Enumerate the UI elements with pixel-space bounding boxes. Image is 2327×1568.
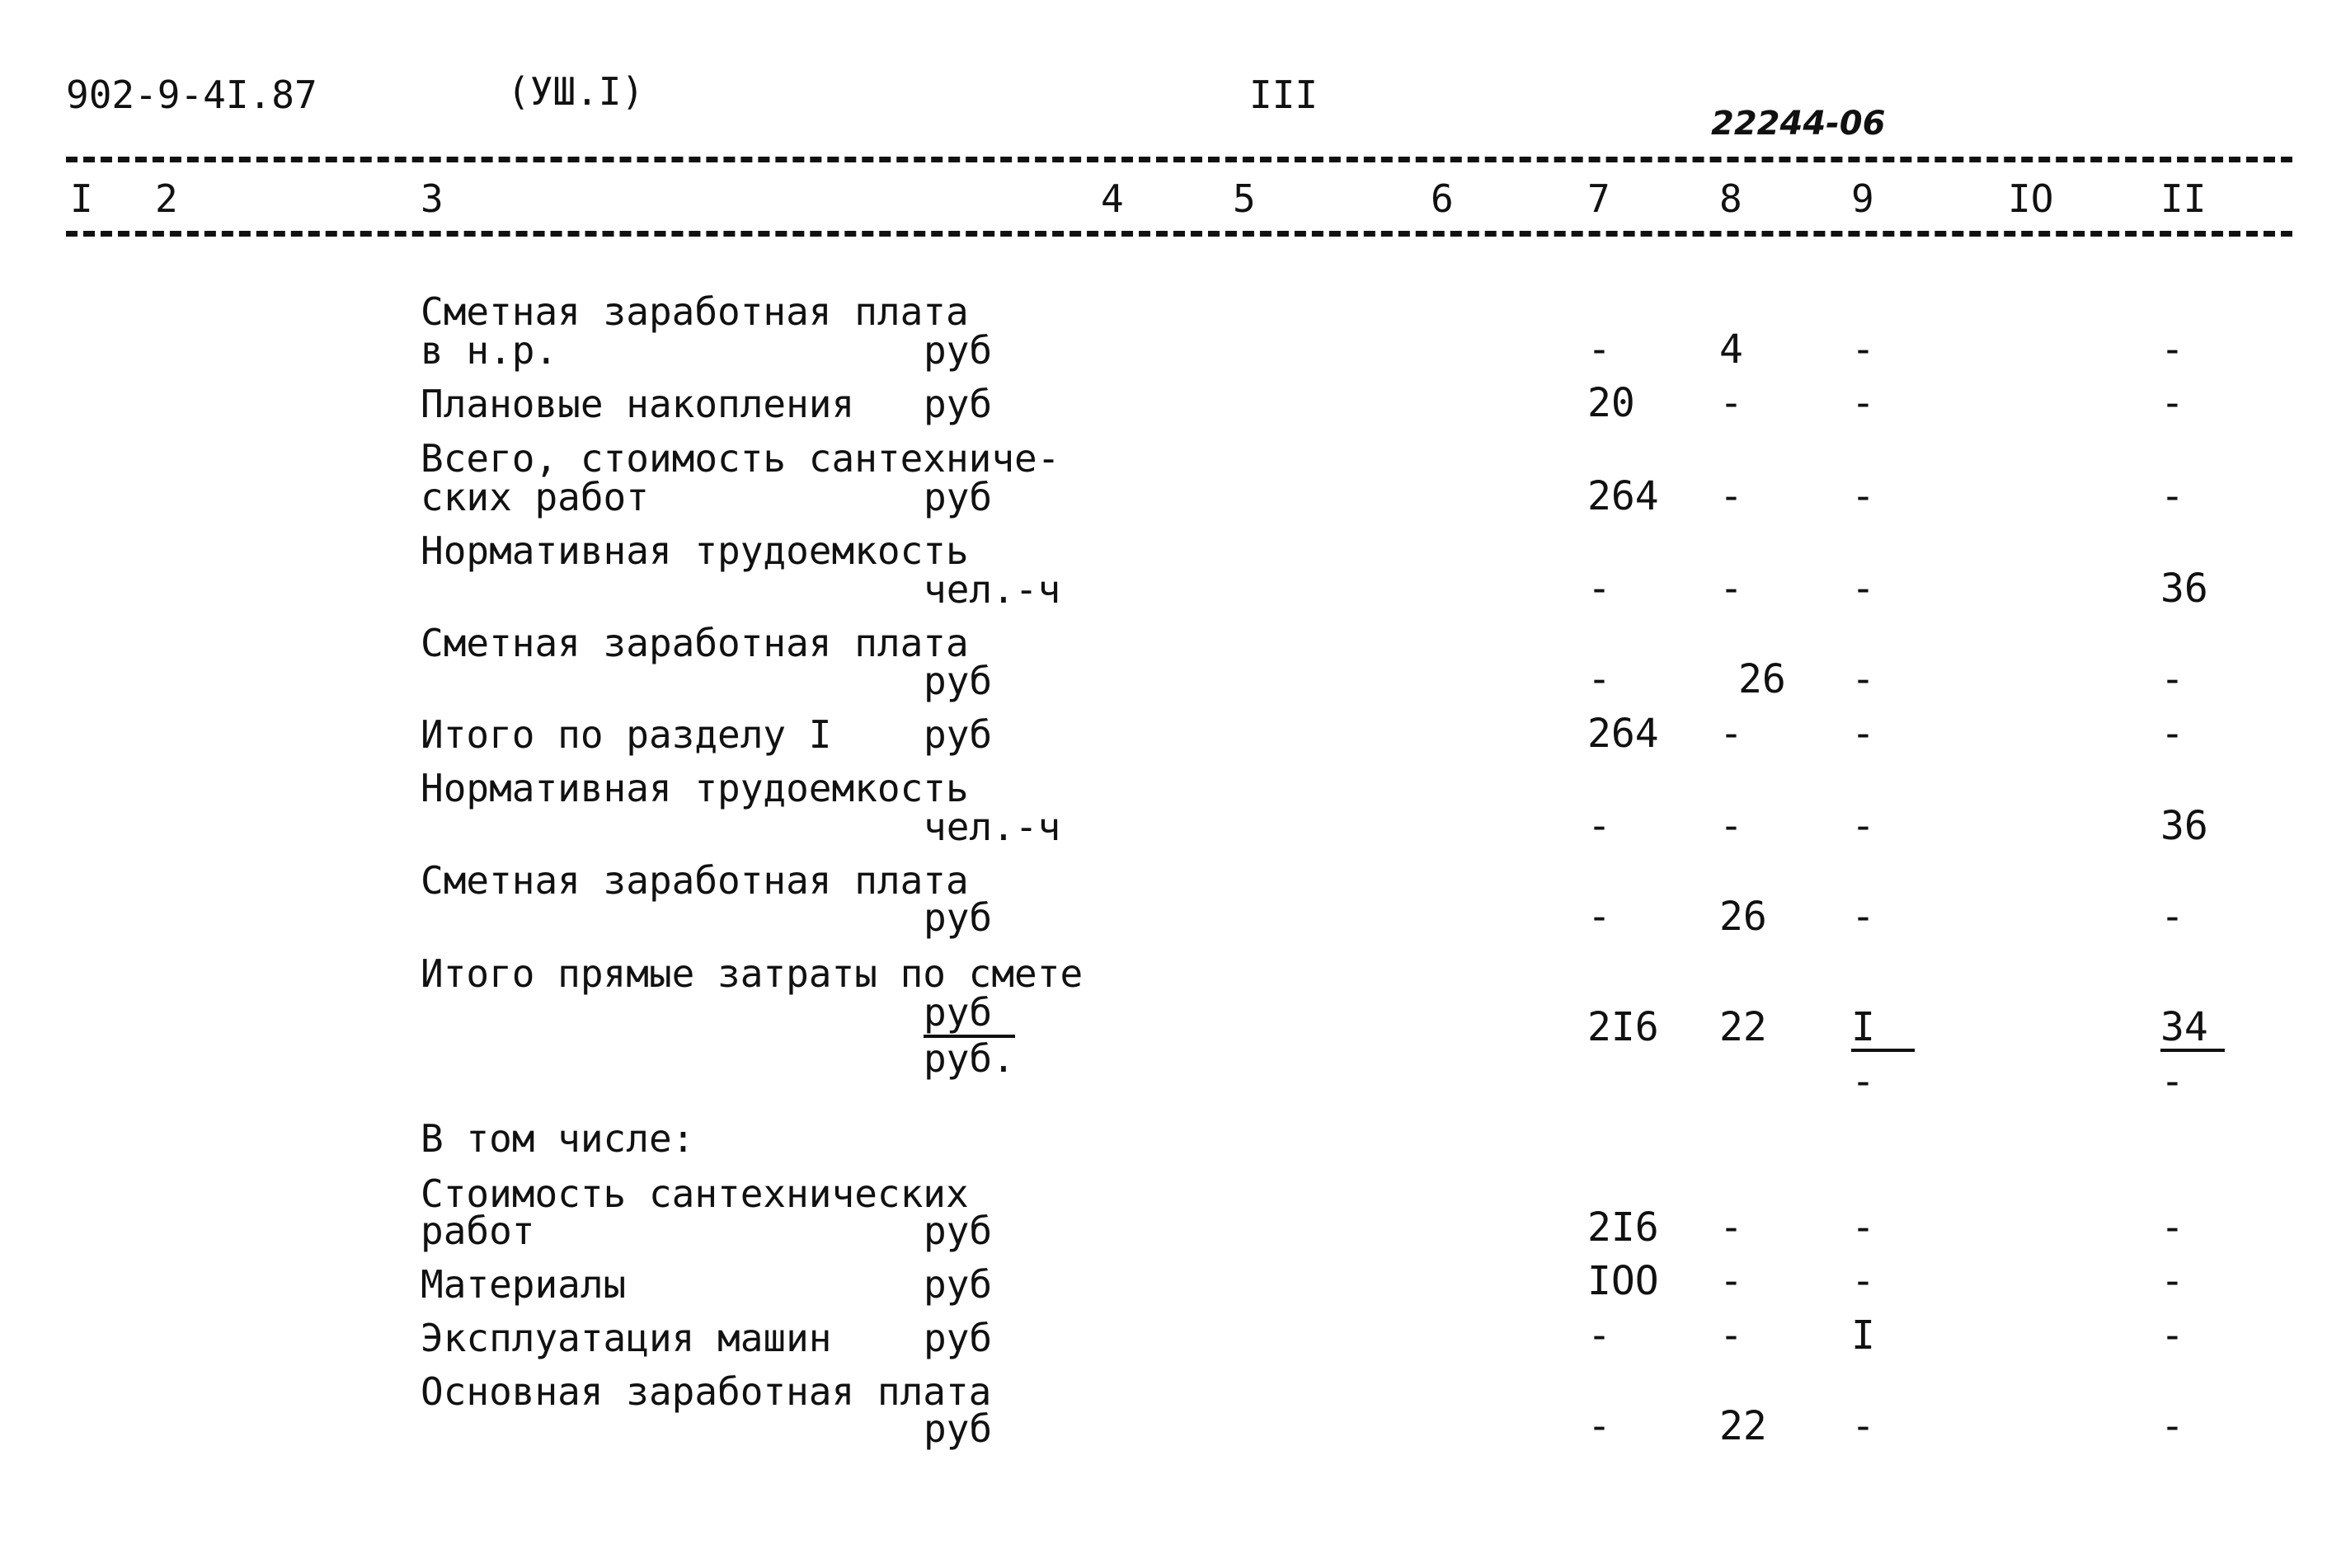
handwritten-reference: 22244-06 [1711, 105, 1886, 143]
cell-col9: - [1851, 656, 1875, 702]
col-header-10: IO [2008, 176, 2054, 221]
cell-col8: 26 [1719, 894, 1767, 940]
header-bottom-rule [66, 231, 2292, 237]
col-header-3: 3 [421, 176, 444, 221]
row-label: Стоимость сантехнических [421, 1171, 969, 1216]
row-unit: руб [924, 659, 993, 703]
col-header-9: 9 [1851, 176, 1874, 221]
cell-col7: - [1587, 803, 1611, 849]
row-unit: руб [924, 990, 993, 1035]
cell-col9: - [1851, 326, 1875, 373]
cell-col9: - [1851, 473, 1875, 519]
col-header-11: II [2160, 176, 2207, 221]
cell-col11: 34 [2160, 1007, 2225, 1052]
subheading-including: В том числе: [421, 1116, 695, 1161]
cell-col7: - [1587, 326, 1611, 373]
page-number: III [1249, 73, 1319, 117]
row-unit: руб [924, 1316, 993, 1360]
cell-col7: - [1587, 566, 1611, 612]
cell-col11-denominator: - [2160, 1059, 2184, 1105]
cell-col7: 264 [1587, 473, 1659, 519]
row-unit: руб [924, 328, 993, 373]
cell-col8: 22 [1719, 1004, 1767, 1050]
row-label: Сметная заработная плата [421, 858, 969, 903]
cell-col7: IOO [1587, 1258, 1659, 1304]
cell-col7: - [1587, 1403, 1611, 1449]
cell-col9: - [1851, 380, 1875, 426]
cell-col11: - [2160, 326, 2184, 373]
cell-col8: - [1719, 711, 1743, 757]
cell-col11: - [2160, 1204, 2184, 1251]
row-unit: руб [924, 1262, 993, 1307]
cell-col11: - [2160, 473, 2184, 519]
cell-col11: - [2160, 1403, 2184, 1449]
cell-col9: - [1851, 1403, 1875, 1449]
cell-col9-denominator: - [1851, 1059, 1875, 1105]
col-header-1: I [70, 176, 93, 221]
row-label: Сметная заработная плата [421, 289, 969, 334]
col-header-8: 8 [1719, 176, 1742, 221]
cell-col11: 36 [2160, 803, 2208, 849]
row-unit: руб [924, 895, 993, 940]
cell-col9: I [1851, 1312, 1875, 1359]
cell-col7: 264 [1587, 711, 1659, 757]
row-label: Сметная заработная плата [421, 621, 969, 665]
row-label: Итого по разделу I [421, 712, 832, 757]
col-header-2: 2 [155, 176, 178, 221]
cell-col11: - [2160, 380, 2184, 426]
cell-col9: I [1851, 1007, 1915, 1052]
row-label: работ [421, 1209, 535, 1253]
cell-col11: - [2160, 894, 2184, 940]
row-label: Всего, стоимость сантехниче- [421, 436, 1060, 481]
row-label: Итого прямые затраты по смете [421, 951, 1084, 996]
cell-col7: 2I6 [1587, 1004, 1659, 1050]
col-header-6: 6 [1431, 176, 1454, 221]
cell-col7: - [1587, 1312, 1611, 1359]
col-header-4: 4 [1101, 176, 1124, 221]
cell-col11: - [2160, 656, 2184, 702]
cell-col7: 2I6 [1587, 1204, 1659, 1251]
cell-col8: - [1719, 1258, 1743, 1304]
cell-col11: - [2160, 1312, 2184, 1359]
col-header-5: 5 [1233, 176, 1256, 221]
row-unit: чел.-ч [924, 567, 1061, 612]
cell-col8: - [1719, 380, 1743, 426]
cell-col9: - [1851, 803, 1875, 849]
row-unit: руб [924, 382, 993, 426]
cell-col11: - [2160, 711, 2184, 757]
cell-col8: - [1719, 1312, 1743, 1359]
cell-col8: - [1719, 473, 1743, 519]
row-label: Нормативная трудоемкость [421, 766, 969, 810]
top-rule [66, 157, 2292, 162]
row-unit: руб [924, 475, 993, 519]
cell-col7: - [1587, 894, 1611, 940]
row-label: Нормативная трудоемкость [421, 528, 969, 573]
cell-col8: 26 [1738, 656, 1786, 702]
cell-col9: - [1851, 711, 1875, 757]
document-code: 902-9-4I.87 [66, 73, 317, 117]
row-label: Основная заработная плата [421, 1369, 992, 1414]
cell-col9: - [1851, 1204, 1875, 1251]
row-unit: руб [924, 712, 993, 757]
cell-col8: 22 [1719, 1403, 1767, 1449]
cell-col8: 4 [1719, 326, 1743, 373]
cell-col11: - [2160, 1258, 2184, 1304]
row-unit-secondary: руб. [924, 1036, 1015, 1081]
cell-col8: - [1719, 1204, 1743, 1251]
cell-col8: - [1719, 803, 1743, 849]
cell-col7: - [1587, 656, 1611, 702]
row-label: Плановые накопления [421, 382, 855, 426]
row-label: Эксплуатация машин [421, 1316, 832, 1360]
row-label: в н.р. [421, 328, 558, 373]
section-label: (УШ.I) [507, 69, 645, 114]
cell-col9: - [1851, 566, 1875, 612]
row-label: ских работ [421, 475, 649, 519]
cell-col9: - [1851, 894, 1875, 940]
cell-col9: - [1851, 1258, 1875, 1304]
row-unit: руб [924, 1406, 993, 1451]
row-label: Материалы [421, 1262, 627, 1307]
cell-col11: 36 [2160, 566, 2208, 612]
row-unit: руб [924, 1209, 993, 1253]
col-header-7: 7 [1587, 176, 1610, 221]
cell-col8: - [1719, 566, 1743, 612]
cell-col7: 20 [1587, 380, 1635, 426]
row-unit: чел.-ч [924, 805, 1061, 849]
